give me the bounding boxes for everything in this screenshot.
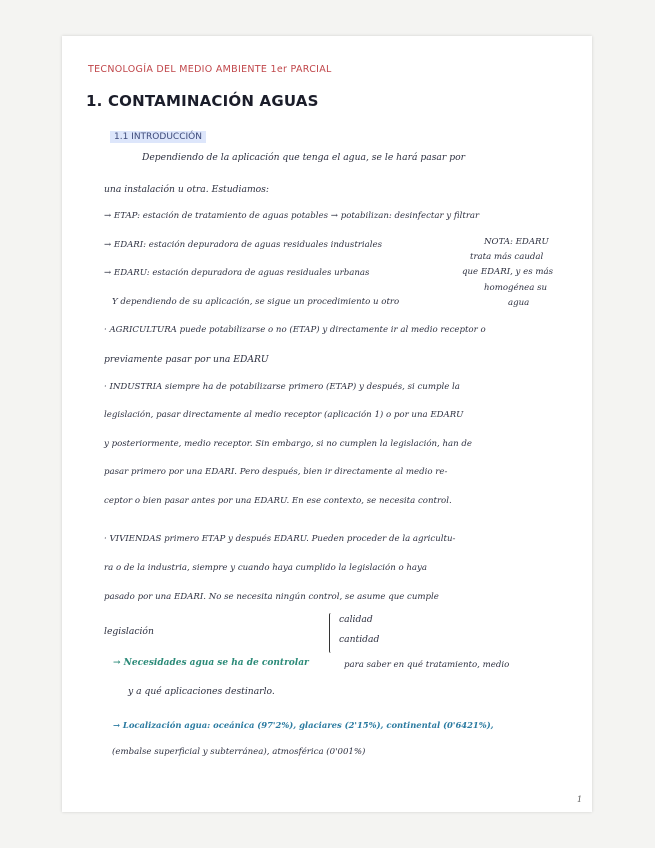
text-line: ra o de la industria, siempre y cuando haya cumplido la legislación o haya	[104, 563, 428, 573]
document-header: TECNOLOGÍA DEL MEDIO AMBIENTE 1er PARCIAL	[88, 64, 332, 75]
text-line: previamente pasar por una EDARU	[104, 354, 269, 365]
text-line: para saber en qué tratamiento, medio	[344, 660, 510, 670]
side-note-line: NOTA: EDARU	[484, 237, 549, 247]
side-note-line: trata más caudal	[470, 252, 544, 262]
text-line: Dependiendo de la aplicación que tenga el agua, se le hará pasar por	[142, 152, 466, 163]
brace-symbol	[329, 613, 336, 653]
side-note-line: que EDARI, y es más	[462, 267, 554, 277]
text-line: → EDARI: estación depuradora de aguas residuales industriales	[104, 240, 383, 250]
side-note-line: agua	[508, 298, 530, 308]
text-line: legislación	[104, 626, 154, 637]
highlight-line: → Localización agua: oceánica (97'2%), glaciares (2'15%), continental (0'6421%),	[113, 720, 494, 730]
text-line: · VIVIENDAS primero ETAP y después EDARU. Pueden proceder de la agricultu-	[104, 534, 456, 544]
brace-item: cantidad	[339, 634, 380, 645]
text-line: → EDARU: estación depuradora de aguas residuales urbanas	[104, 268, 370, 278]
text-line: y posteriormente, medio receptor. Sin embargo, si no cumplen la legislación, han de	[104, 439, 473, 449]
text-line: una instalación u otra. Estudiamos:	[104, 184, 269, 195]
text-line: pasado por una EDARI. No se necesita ningún control, se asume que cumple	[104, 592, 439, 602]
text-line: pasar primero por una EDARI. Pero después, bien ir directamente al medio re-	[104, 467, 448, 477]
text-line: (embalse superficial y subterránea), atmosférica (0'001%)	[112, 747, 366, 757]
text-line: · INDUSTRIA siempre ha de potabilizarse primero (ETAP) y después, si cumple la	[104, 382, 460, 392]
page-number: 1	[577, 795, 583, 804]
highlight-line: → Necesidades agua se ha de controlar	[113, 658, 309, 668]
section-heading: 1.1 INTRODUCCIÓN	[110, 131, 206, 143]
page-title: 1. CONTAMINACIÓN AGUAS	[86, 92, 319, 110]
text-line: legislación, pasar directamente al medio receptor (aplicación 1) o por una EDARU	[104, 410, 464, 420]
text-line: · AGRICULTURA puede potabilizarse o no (ETAP) y directamente ir al medio receptor o	[104, 325, 486, 335]
text-line: Y dependiendo de su aplicación, se sigue un procedimiento u otro	[112, 297, 400, 307]
text-line: ceptor o bien pasar antes por una EDARU. En ese contexto, se necesita control.	[104, 496, 452, 506]
text-line: → ETAP: estación de tratamiento de aguas potables → potabilizan: desinfectar y filtrar	[104, 211, 480, 221]
text-line: y a qué aplicaciones destinarlo.	[128, 686, 275, 697]
side-note-line: homogénea su	[484, 283, 548, 293]
brace-item: calidad	[339, 614, 373, 625]
